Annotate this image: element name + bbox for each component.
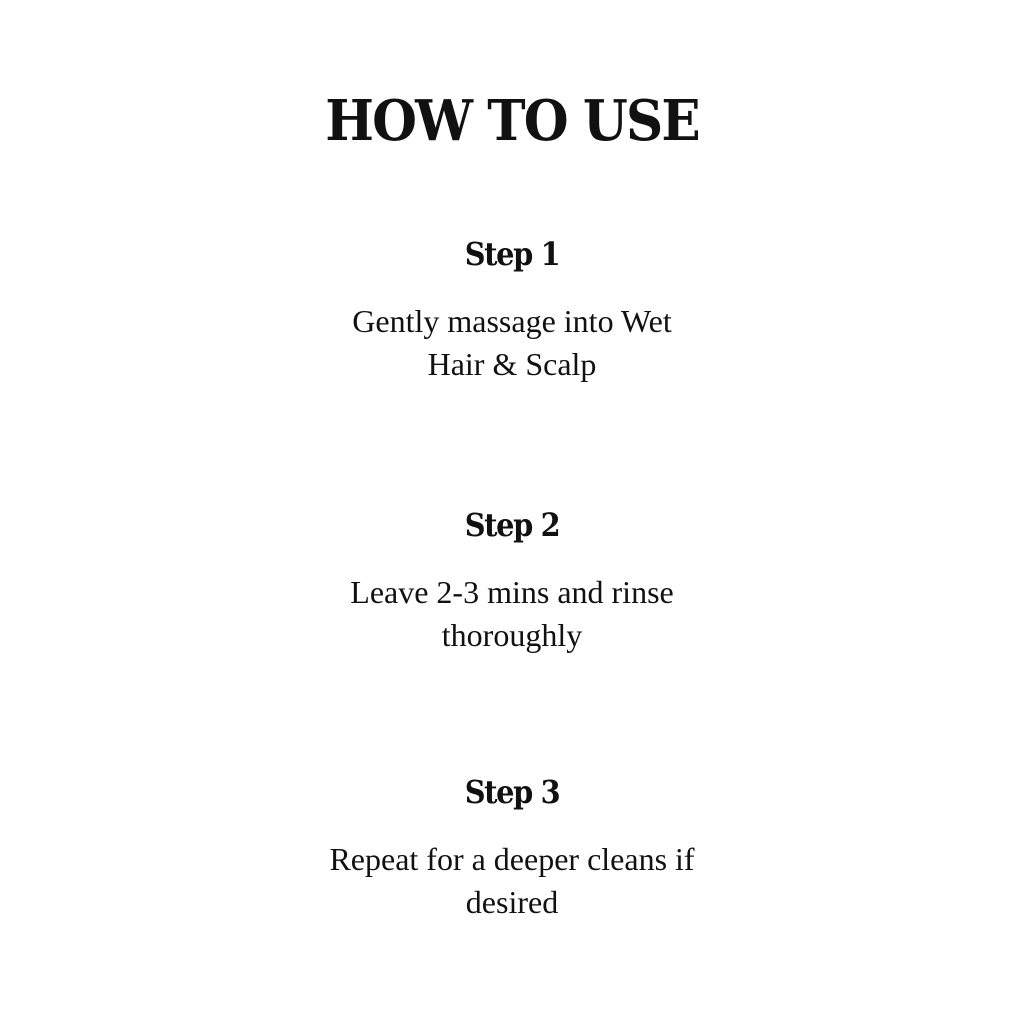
step-1-text-line-2: Hair & Scalp xyxy=(427,346,597,382)
page-title: HOW TO USE xyxy=(325,88,699,154)
step-2-text-line-2: thoroughly xyxy=(441,617,583,653)
step-2-text xyxy=(302,571,722,657)
step-3-text-line-1: Repeat for a deeper cleans if xyxy=(329,841,695,877)
step-3-text xyxy=(302,838,722,924)
step-1-text xyxy=(302,300,722,386)
step-2-text-line-1: Leave 2-3 mins and rinse xyxy=(350,574,674,610)
step-3-text-line-2: desired xyxy=(465,884,559,920)
step-3 xyxy=(0,772,1024,924)
step-3-heading: Step 3 xyxy=(464,773,560,811)
step-1-heading: Step 1 xyxy=(464,235,560,273)
step-1 xyxy=(0,234,1024,386)
step-1-text-line-1: Gently massage into Wet xyxy=(352,303,672,339)
step-2-heading: Step 2 xyxy=(464,506,560,544)
step-2 xyxy=(0,505,1024,657)
